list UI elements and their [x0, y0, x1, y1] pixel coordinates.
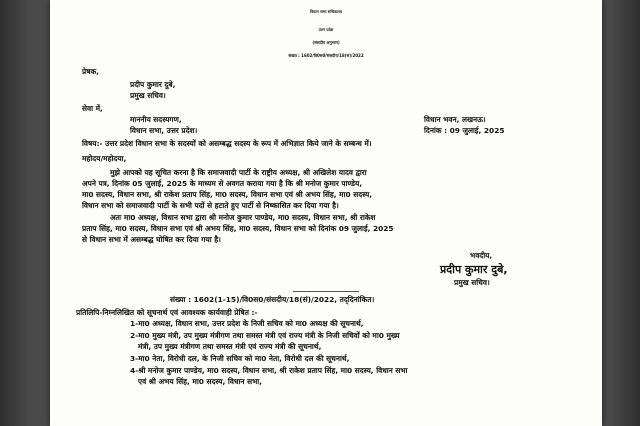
body-para1-line1: मुझे आपको यह सूचित करना है कि समाजवादी पार्टी के राष्ट्रीय अध्यक्ष, श्री अखिलेश यादव द्वारा [110, 168, 367, 177]
separator-rule [293, 291, 359, 292]
letter-page [50, 0, 602, 426]
recipient-address: विधान सभा, उत्तर प्रदेश। [130, 126, 198, 135]
letter-date: दिनांक : 09 जुलाई, 2025 [424, 126, 505, 135]
body-para1-line4: विधान सभा को समाजवादी पार्टी के सभी पदों से हटाते हुए पार्टी से निष्कासित कर दिया गया है। [82, 201, 339, 210]
section-name: (संसदीय अनुभाग) [312, 40, 340, 45]
subject-line: विषय:- उत्तर प्रदेश विधान सभा के सदस्यों को असम्बद्ध सदस्य के रूप में अभिज्ञात किये जाने के सम्बन्ध में। [82, 139, 372, 148]
place-location: विधान भवन, लखनऊ। [424, 115, 486, 124]
body-para1-line2: अपने पत्र, दिनांक 05 जुलाई, 2025 के माध्यम से अवगत कराया गया है कि श्री मनोज कुमार पाण्डेय, [82, 179, 363, 188]
reference-number: संख्या : 1602/वि0स0/संसदीय/18(सं)/2022 [288, 53, 364, 58]
state-name: उत्तर प्रदेश [318, 27, 334, 32]
salutation: महोदय/महोदया, [82, 154, 127, 163]
copy-item-4-cont: एवं श्री अभय सिंह, मा0 सदस्य, विधान सभा, [138, 377, 262, 386]
copy-item-4: 4-श्री मनोज कुमार पाण्डेय, मा0 सदस्य, विधान सभा, श्री राकेश प्रताप सिंह, मा0 सदस्य, विधान सभा [130, 366, 408, 375]
signature-designation: प्रमुख सचिव। [454, 278, 490, 287]
office-title: विधान सभा सचिवालय [310, 9, 342, 14]
signature-name: प्रदीप कुमार दुबे, [440, 263, 508, 276]
sender-name: प्रदीप कुमार दुबे, [130, 80, 176, 89]
body-para2-line1: अतः मा0 अध्यक्ष, विधान सभा द्वारा श्री मनोज कुमार पाण्डेय, मा0 सदस्य, विधान सभा, श्री राकेश [110, 213, 376, 222]
copy-intro: प्रतिलिपि-निम्नलिखित को सूचनार्थ एवं आवश्यक कार्यवाही प्रेषित :- [76, 308, 258, 317]
copy-reference-number: संख्या : 1602(1-15)/वि0स0/संसदीय/18(सं)/2022, तद्‌दिनांकित। [170, 295, 375, 304]
body-para1-line3: मा0 सदस्य, विधान सभा, श्री राकेश प्रताप सिंह, मा0 सदस्य, विधान सभा एवं श्री अभय सिंह, मा0 सदस्य, [82, 190, 373, 199]
recipient-name: माननीय सदस्यगण, [130, 115, 182, 124]
sender-label: प्रेषक, [82, 67, 99, 76]
body-para2-line2: प्रताप सिंह, मा0 सदस्य, विधान सभा एवं श्री अभय सिंह, मा0 सदस्य, विधान सभा को दिनांक 09 जुलाई, 2025 [82, 224, 394, 233]
copy-item-3: 3-मा0 नेता, विरोधी दल, के निजी सचिव को मा0 नेता, विरोधी दल की सूचनार्थ, [130, 354, 350, 363]
copy-item-1: 1-मा0 अध्यक्ष, विधान सभा, उत्तर प्रदेश के निजी सचिव को मा0 अध्यक्ष की सूचनार्थ, [130, 319, 364, 328]
copy-item-2-cont: मंत्री, उप मुख्य मंत्रीगण तथा समस्त मंत्री एवं राज्य मंत्री की सूचनार्थ, [138, 342, 322, 351]
closing-regards: भवदीय, [470, 251, 493, 260]
sender-designation: प्रमुख सचिव। [130, 91, 166, 100]
recipient-label: सेवा में, [82, 104, 103, 113]
body-para2-line3: से विधान सभा में असम्बद्ध घोषित कर दिया गया है। [82, 235, 221, 244]
copy-item-2: 2-मा0 मुख्य मंत्री, उप मुख्य मंत्रीगण तथा समस्त मंत्री एवं राज्य मंत्री के निजी सचिवों को मा0 मुख्य [130, 331, 400, 340]
